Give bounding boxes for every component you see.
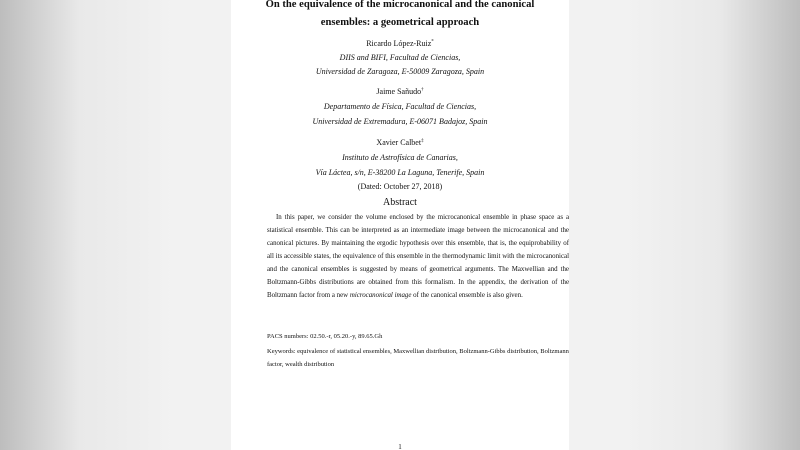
author-affiliation-2b: Universidad de Extremadura, E-06071 Badajoz, Spain	[312, 117, 488, 126]
author-mark-1: *	[431, 39, 434, 45]
author-name-2: Jaime Sañudo†	[376, 87, 424, 96]
abstract-text: In this paper, we consider the volume enclosed by the microcanonical ensemble in phase space as a statistical ensemble. This can be interpreted as an intermediate image between the microcanonical and the canonical pictures. By maintaining the ergodic hypothesis over this ensemble, that is, the equiprobability of all its accessible states, the equivalence of this ensemble in the thermodynamic limit with the microcanonical and the canonical ensembles is suggested by means of geometrical arguments. The Maxwellian and the Boltzmann-Gibbs distributions are obtained from this formalism. In the appendix, the derivation of the Boltzmann factor from a new microcanonical image of the canonical ensemble is also given.	[267, 214, 569, 300]
author-affiliation-1b: Universidad de Zaragoza, E-50009 Zaragoza, Spain	[315, 67, 485, 76]
author-affiliation-1a: DIIS and BIFI, Facultad de Ciencias,	[339, 53, 461, 62]
author-affiliation-2a: Departamento de Física, Facultad de Ciencias,	[323, 102, 477, 111]
author-affiliation-3a: Instituto de Astrofísica de Canarias,	[342, 153, 458, 162]
pacs-numbers: PACS numbers: 02.50.-r, 05.20.-y, 89.65.Gh	[267, 333, 383, 340]
title-line-1: On the equivalence of the microcanonical and the canonical	[265, 0, 535, 10]
abstract-italic-phrase: microcanonical image	[349, 292, 412, 300]
author-mark-3: ‡	[421, 138, 424, 144]
title-line-2: ensembles: a geometrical approach	[320, 17, 480, 28]
author-mark-2: †	[421, 87, 424, 93]
keywords: Keywords: equivalence of statistical ensembles, Maxwellian distribution, Boltzmann-Gibbs distribution, Boltzmann factor, wealth distribution	[267, 348, 569, 368]
author-affiliation-3b: Vía Láctea, s/n, E-38200 La Laguna, Tenerife, Spain	[315, 168, 485, 177]
page-number: 1	[398, 443, 402, 450]
abstract-heading: Abstract	[383, 197, 417, 208]
dated-line: (Dated: October 27, 2018)	[357, 182, 443, 191]
paper-title	[231, 0, 569, 32]
author-name-3: Xavier Calbet‡	[376, 138, 424, 147]
paper-page	[231, 0, 569, 450]
author-name-1: Ricardo López-Ruiz*	[366, 39, 434, 48]
